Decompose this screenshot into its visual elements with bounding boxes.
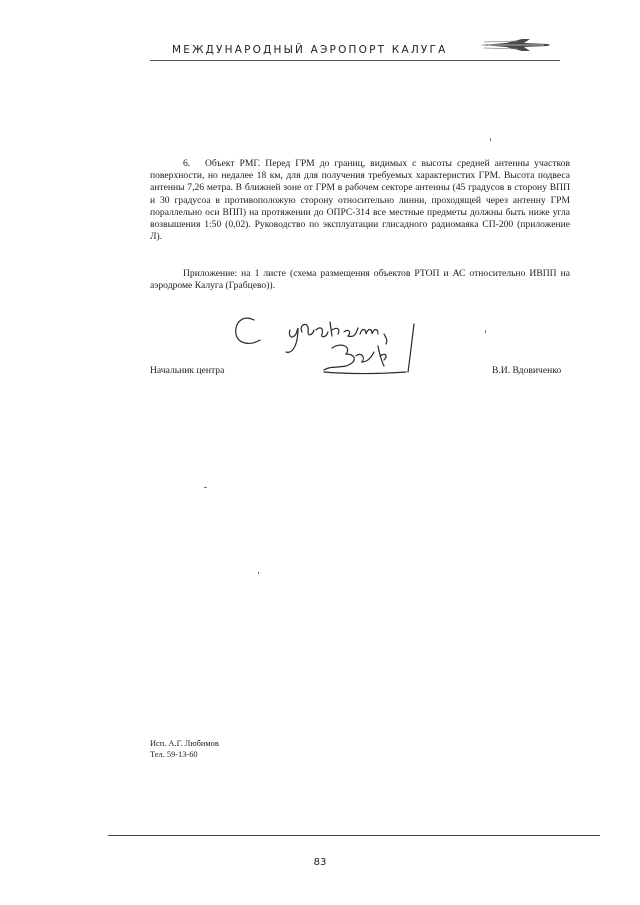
executor-name: Исп. А.Г. Любимов bbox=[150, 739, 219, 748]
attachment-paragraph: Приложение: на 1 листе (схема размещения объектов РТОП и АС относительно ИВПП на аэродроме Калуга (Грабцево)). bbox=[150, 268, 570, 292]
executor-block bbox=[150, 739, 219, 760]
airplane-logo-icon bbox=[478, 38, 552, 57]
scan-speck bbox=[258, 572, 259, 574]
paragraph-item-6 bbox=[150, 158, 570, 243]
signatory-name: В.И. Вдовиченко bbox=[492, 365, 562, 376]
signatory-position: Начальник центра bbox=[150, 365, 225, 376]
header-divider bbox=[150, 60, 560, 61]
header-title: МЕЖДУНАРОДНЫЙ АЭРОПОРТ КАЛУГА bbox=[172, 44, 448, 56]
footer-divider bbox=[108, 835, 600, 836]
scan-speck bbox=[485, 330, 486, 333]
scan-speck bbox=[490, 138, 491, 141]
item-number: 6. bbox=[183, 158, 191, 169]
scan-speck bbox=[204, 487, 207, 488]
item-text: Объект РМГ. Перед ГРМ до границ, видимых с высоты средней антенны участков поверхности, но недалее 18 км, для для получения требуемых характеристих ГРМ. Высота подвеса антенны 7,26 метра. В ближней зоне от ГРМ в рабочем секторе антенны (45 градусов в сторону ВПП и 30 градусоа в противоположую сторону относительно линни, проходящей через антенну ГРМ пораллельно оси ВПП) на протяжении до ОПРС-314 все местные предметы должны быть ниже угла возвышения 1:50 (0,02). Руководство по эксплуатации глисадного радиомаяка СП-200 (приложение Л). bbox=[150, 158, 570, 243]
handwritten-signature-icon bbox=[228, 306, 438, 382]
page-number: 83 bbox=[313, 857, 327, 868]
executor-phone: Тел. 59-13-60 bbox=[150, 749, 198, 759]
